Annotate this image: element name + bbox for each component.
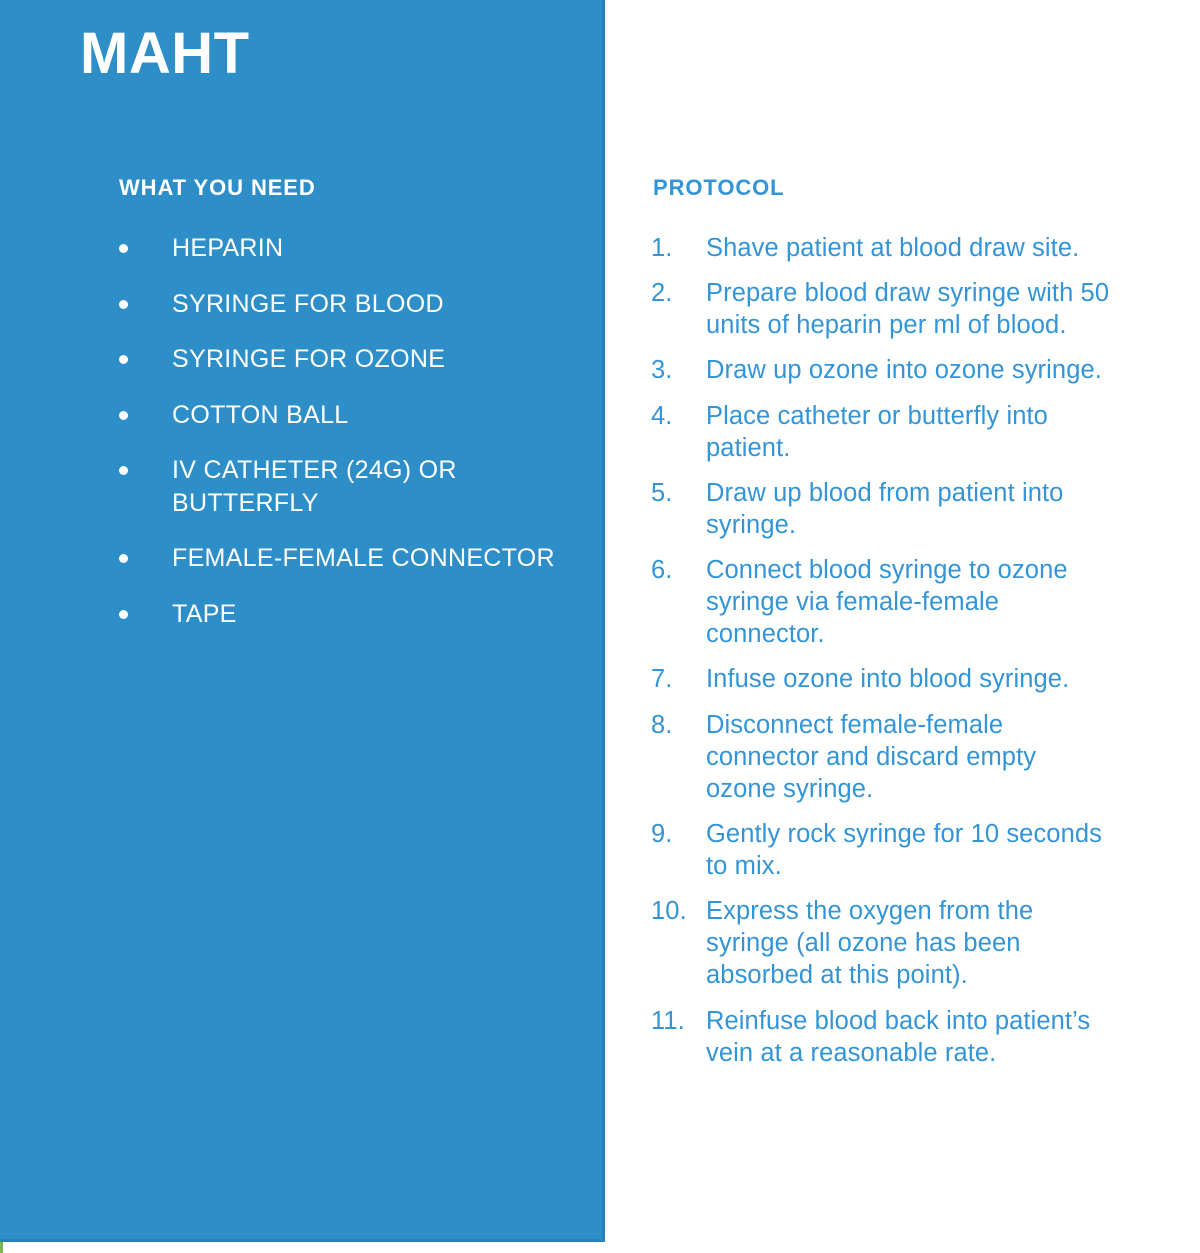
bullet-icon [119,355,128,364]
bullet-icon [119,466,128,475]
list-item [118,232,588,265]
protocol-step [651,663,1111,695]
protocol-step-text: Reinfuse blood back into patient’s vein at a reasonable rate. [706,1006,1091,1067]
protocol-step [651,895,1111,991]
protocol-step-number: 3. [651,356,673,385]
protocol-step-number: 6. [651,556,673,584]
list-item-label: SYRINGE FOR BLOOD [172,289,444,318]
protocol-step-text: Disconnect female-female connector and discard empty ozone syringe. [706,710,1037,803]
protocol-step-text: Shave patient at blood draw site. [706,234,1080,262]
list-item [118,343,588,376]
protocol-step-text: Place catheter or butterfly into patient. [706,401,1048,462]
green-accent-mark [0,1242,3,1253]
protocol-step [651,818,1111,882]
protocol-step-text: Draw up blood from patient into syringe. [706,478,1064,539]
protocol-step-list [651,232,1111,1082]
protocol-step-number: 9. [651,819,673,848]
protocol-step-number: 8. [651,710,673,739]
protocol-step-text: Infuse ozone into blood syringe. [706,665,1070,694]
bullet-icon [119,610,128,619]
list-item [118,399,588,432]
what-you-need-heading: WHAT YOU NEED [119,175,316,200]
protocol-step-number: 10. [651,897,687,926]
list-item-label: IV CATHETER (24G) OR BUTTERFLY [172,456,457,517]
protocol-step [651,709,1111,805]
protocol-step-text: Connect blood syringe to ozone syringe via female-female connector. [706,556,1068,649]
protocol-step [651,477,1111,541]
protocol-step [651,1005,1111,1069]
bullet-icon [119,244,128,253]
protocol-step-number: 2. [651,279,673,308]
bullet-icon [119,411,128,420]
protocol-step-number: 4. [651,401,673,430]
protocol-step [651,277,1111,341]
protocol-step-number: 1. [651,234,673,262]
list-item [118,288,588,321]
protocol-step-number: 7. [651,665,673,694]
protocol-step-text: Draw up ozone into ozone syringe. [706,356,1102,385]
protocol-step-text: Express the oxygen from the syringe (all ozone has been absorbed at this point). [706,897,1034,990]
protocol-step [651,554,1111,650]
protocol-step [651,400,1111,464]
protocol-step-number: 11. [651,1006,685,1035]
protocol-heading: PROTOCOL [653,175,785,200]
protocol-step [651,232,1111,264]
protocol-step-text: Prepare blood draw syringe with 50 units of heparin per ml of blood. [706,279,1110,340]
bullet-icon [119,300,128,309]
bullet-icon [119,554,128,563]
list-item [118,454,588,519]
list-item [118,598,588,631]
list-item-label: COTTON BALL [172,400,349,429]
protocol-step-number: 5. [651,478,673,507]
what-you-need-list [118,232,588,653]
protocol-step-text: Gently rock syringe for 10 seconds to mix. [706,819,1102,880]
list-item [118,542,588,575]
list-item-label: HEPARIN [172,234,284,262]
list-item-label: SYRINGE FOR OZONE [172,345,446,373]
list-item-label: TAPE [172,599,237,628]
protocol-step [651,354,1111,386]
list-item-label: FEMALE-FEMALE CONNECTOR [172,544,555,572]
page-title: MAHT [80,21,250,86]
